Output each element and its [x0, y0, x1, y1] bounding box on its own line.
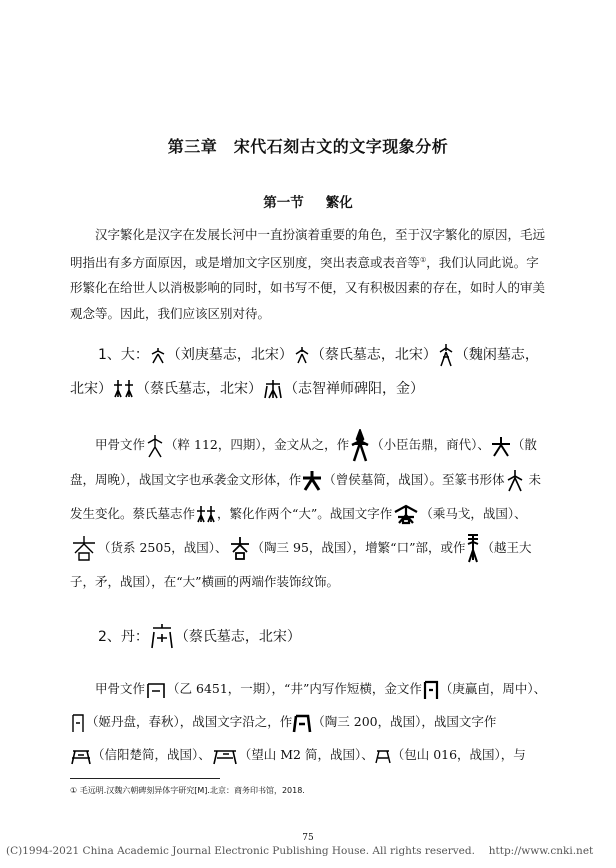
body-text: （庚赢卣，周中）、 [439, 681, 547, 696]
body-text: 甲骨文作 [95, 437, 146, 452]
footnote [70, 785, 305, 796]
entry-source: （蔡氏墓志，北宋） [174, 629, 301, 645]
footnote-reference[interactable]: ① [420, 255, 427, 264]
ancient-da-ornate-glyph-icon [465, 532, 481, 564]
body-text: （包山 016，战国），与 [391, 747, 526, 762]
entry-source: （蔡氏墓志，北宋） [136, 381, 262, 397]
entry-source: （志智禅师碑阳，金） [284, 381, 424, 397]
ancient-da-glyph-icon [262, 378, 284, 400]
section-name: 繁化 [325, 195, 353, 211]
body-text: （望山 M2 简，战国）、 [238, 747, 374, 762]
entry-heading-da [70, 338, 548, 406]
ancient-da-glyph-icon [301, 469, 323, 491]
ancient-da-glyph-icon [437, 342, 455, 368]
ancient-dan-glyph-icon [374, 747, 392, 765]
copyright-watermark: (C)1994-2021 China Academic Journal Electronic Publishing House. All rights reserved. http://www.cnki.net [6, 845, 594, 857]
section-number: 第一节 [263, 195, 304, 211]
ancient-da-glyph-icon [149, 345, 167, 365]
entry-source: （刘庚墓志，北宋） [166, 347, 293, 363]
body-text: （陶三 95，战国），增繁“口”部，或作 [251, 539, 466, 555]
ancient-da-kou-glyph-icon [228, 535, 252, 561]
ancient-da-glyph-icon [349, 429, 371, 463]
ancient-dan-glyph-icon [422, 679, 440, 701]
body-text: （陶三 200，战国），战国文字作 [312, 714, 497, 729]
entry-heading-dan [70, 620, 548, 654]
ancient-da-double-glyph-icon [112, 377, 136, 401]
ancient-da-kou-glyph-icon [392, 503, 420, 525]
ancient-dan-glyph-icon [70, 746, 92, 766]
body-text: （小臣缶鼎，商代）、 [371, 437, 490, 452]
section-heading [0, 191, 616, 211]
chapter-title: 第三章 宋代石刻古文的文字现象分析 [167, 137, 449, 156]
body-text: （姬丹盘，春秋），战国文字沿之，作 [86, 714, 293, 729]
entry-number: 2、丹： [98, 629, 149, 645]
footnote-mark: ① [70, 786, 78, 795]
ancient-dan-glyph-icon [292, 712, 312, 734]
body-text: （货系 2505，战国）、 [98, 539, 228, 555]
ancient-da-glyph-icon [490, 435, 512, 457]
body-text: （越王大子，矛，战国），在“大”横画的两端作装饰纹饰。 [70, 539, 532, 589]
ancient-dan-glyph-icon [211, 746, 239, 766]
ancient-da-double-glyph-icon [195, 503, 217, 525]
body-text: （曾侯墓简，战国）。至篆书形体 [323, 471, 505, 487]
intro-paragraph [70, 222, 548, 326]
entry-source: （魏闲墓志， [454, 347, 539, 363]
entry-number: 1、大： [98, 347, 149, 363]
body-text: （乙 6451，一期），“井”内写作短横，金文作 [167, 681, 422, 696]
body-text: （散盘，周晚），战国文字也承袭金文形体，作 [70, 437, 537, 487]
footnote-text: 毛远明.汉魏六朝碑刻异体字研究[M].北京：商务印书馆，2018. [79, 786, 305, 795]
ancient-da-glyph-icon [293, 344, 311, 366]
entry-body-da [70, 428, 548, 599]
body-text: 甲骨文作 [95, 681, 146, 696]
ancient-da-kou-glyph-icon [70, 534, 98, 562]
footnote-divider [70, 778, 220, 779]
entry-source: 北宋） [70, 381, 112, 397]
body-text: ，繁化作两个“大”。战国文字作 [217, 505, 393, 521]
ancient-da-glyph-icon [145, 433, 165, 459]
ancient-da-glyph-icon [505, 468, 525, 492]
intro-text-continued: ，我们认同此说。字形繁化在给世人以消极影响的同时，如书写不便，又有积极因素的存在，如时人的审美观念等。因此，我们应该区别对待。 [70, 254, 546, 321]
body-text: （粹 112，四期），金文从之，作 [165, 437, 350, 452]
entry-source: （蔡氏墓志，北宋） [310, 347, 437, 363]
body-text: （乘马戈，战国）、 [420, 505, 527, 521]
body-text: （信阳楚简，战国）、 [92, 747, 211, 762]
entry-body-dan [70, 672, 548, 771]
ancient-dan-glyph-icon [145, 680, 167, 700]
ancient-dan-glyph-icon [70, 712, 86, 734]
body-text: 未发生变化。蔡氏墓志作 [70, 471, 542, 521]
page-number: 75 [302, 833, 314, 843]
ancient-dan-glyph-icon [149, 622, 175, 652]
intro-text: 汉字繁化是汉字在发展长河中一直扮演着重要的角色，至于汉字繁化的原因，毛远明指出有多方面原因，或是增加文字区别度，突出表意或表音等 [70, 227, 546, 270]
